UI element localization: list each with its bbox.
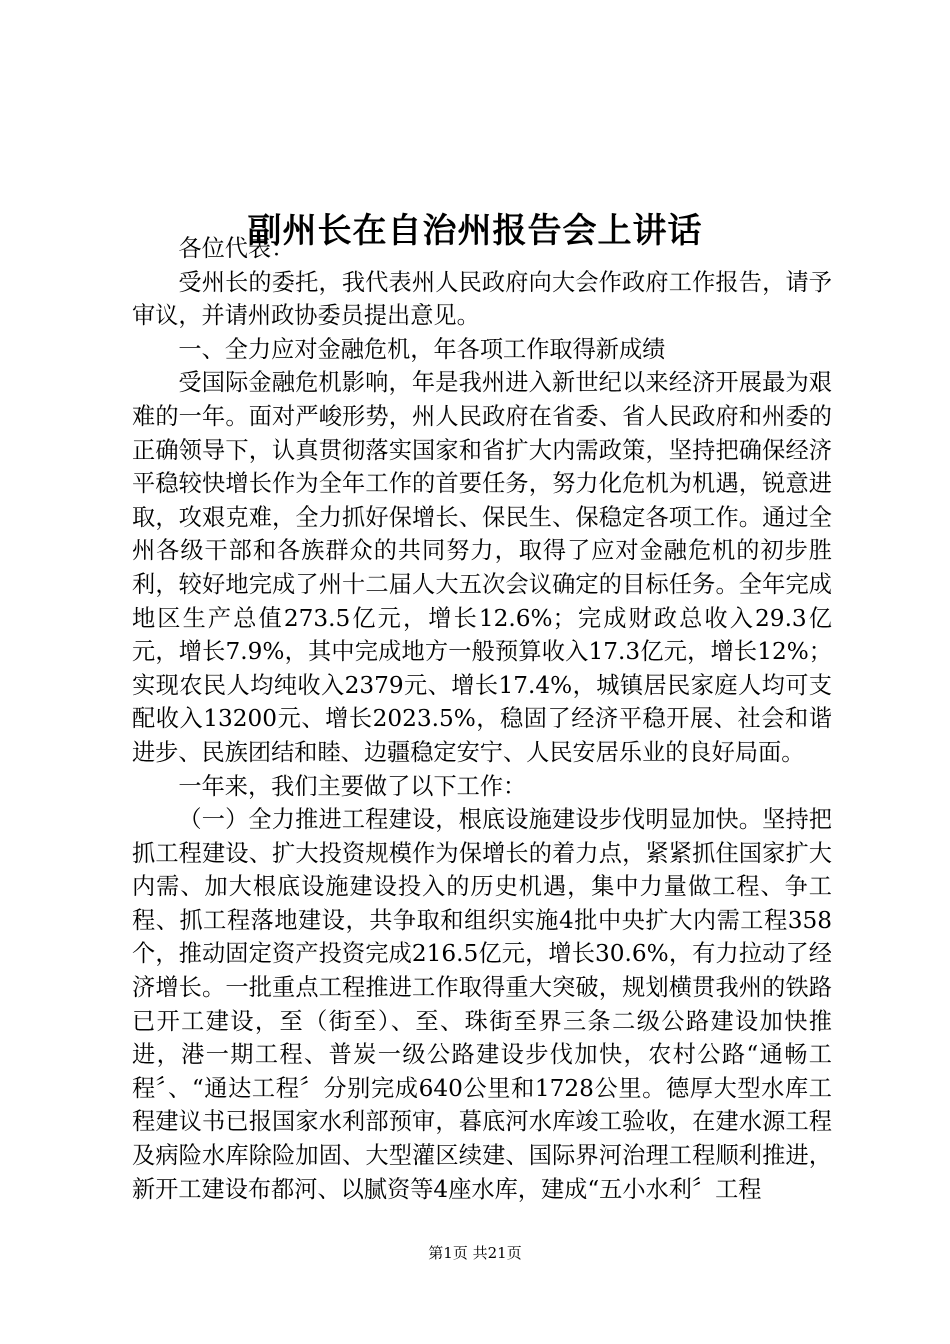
paragraph: 一年来，我们主要做了以下工作：	[178, 772, 527, 800]
paragraph: 受州长的委托，我代表州人民政府向大会作政府工作报告，请予审议，并请州政协委员提出意见。	[132, 268, 832, 330]
section-heading: 一、全力应对金融危机，年各项工作取得新成绩	[178, 335, 666, 363]
paragraph: （一）全力推进工程建设，根底设施建设步伐明显加快。坚持把抓工程建设、扩大投资规模作为保增长的着力点，紧紧抓住国家扩大内需、加大根底设施建设投入的历史机遇，集中力量做工程、争工程、抓工程落地建设，共争取和组织实施4批中央扩大内需工程358个，推动固定资产投资完成216.5亿元，增长30.6%，有力拉动了经济增长。一批重点工程推进工作取得重大突破，规划横贯我州的铁路已开工建设，至（街至）、至、珠街至界三条二级公路建设加快推进，港一期工程、普炭一级公路建设步伐加快，农村公路“通畅工程〞、“通达工程〞分别完成640公里和1728公里。德厚大型水库工程建议书已报国家水利部预审，暮底河水库竣工验收，在建水源工程及病险水库除险加固、大型灌区续建、国际界河治理工程顺利推进，新开工建设布都河、以腻资等4座水库，建成“五小水利〞工程	[132, 806, 832, 1203]
salutation: 各位代表：	[178, 235, 295, 262]
document-body	[132, 232, 832, 1206]
page-number-footer: 第1页 共21页	[428, 1244, 522, 1262]
document-title: 副州长在自治州报告会上讲话	[247, 210, 703, 251]
paragraph: 受国际金融危机影响，年是我州进入新世纪以来经济开展最为艰难的一年。面对严峻形势，州人民政府在省委、省人民政府和州委的正确领导下，认真贯彻落实国家和省扩大内需政策，坚持把确保经济平稳较快增长作为全年工作的首要任务，努力化危机为机遇，锐意进取，攻艰克难，全力抓好保增长、保民生、保稳定各项工作。通过全州各级干部和各族群众的共同努力，取得了应对金融危机的初步胜利，较好地完成了州十二届人大五次会议确定的目标任务。全年完成地区生产总值273.5亿元，增长12.6%；完成财政总收入29.3亿元，增长7.9%，其中完成地方一般预算收入17.3亿元，增长12%；实现农民人均纯收入2379元、增长17.4%，城镇居民家庭人均可支配收入13200元、增长2023.5%，稳固了经济平稳开展、社会和谐进步、民族团结和睦、边疆稳定安宁、人民安居乐业的良好局面。	[132, 369, 832, 766]
